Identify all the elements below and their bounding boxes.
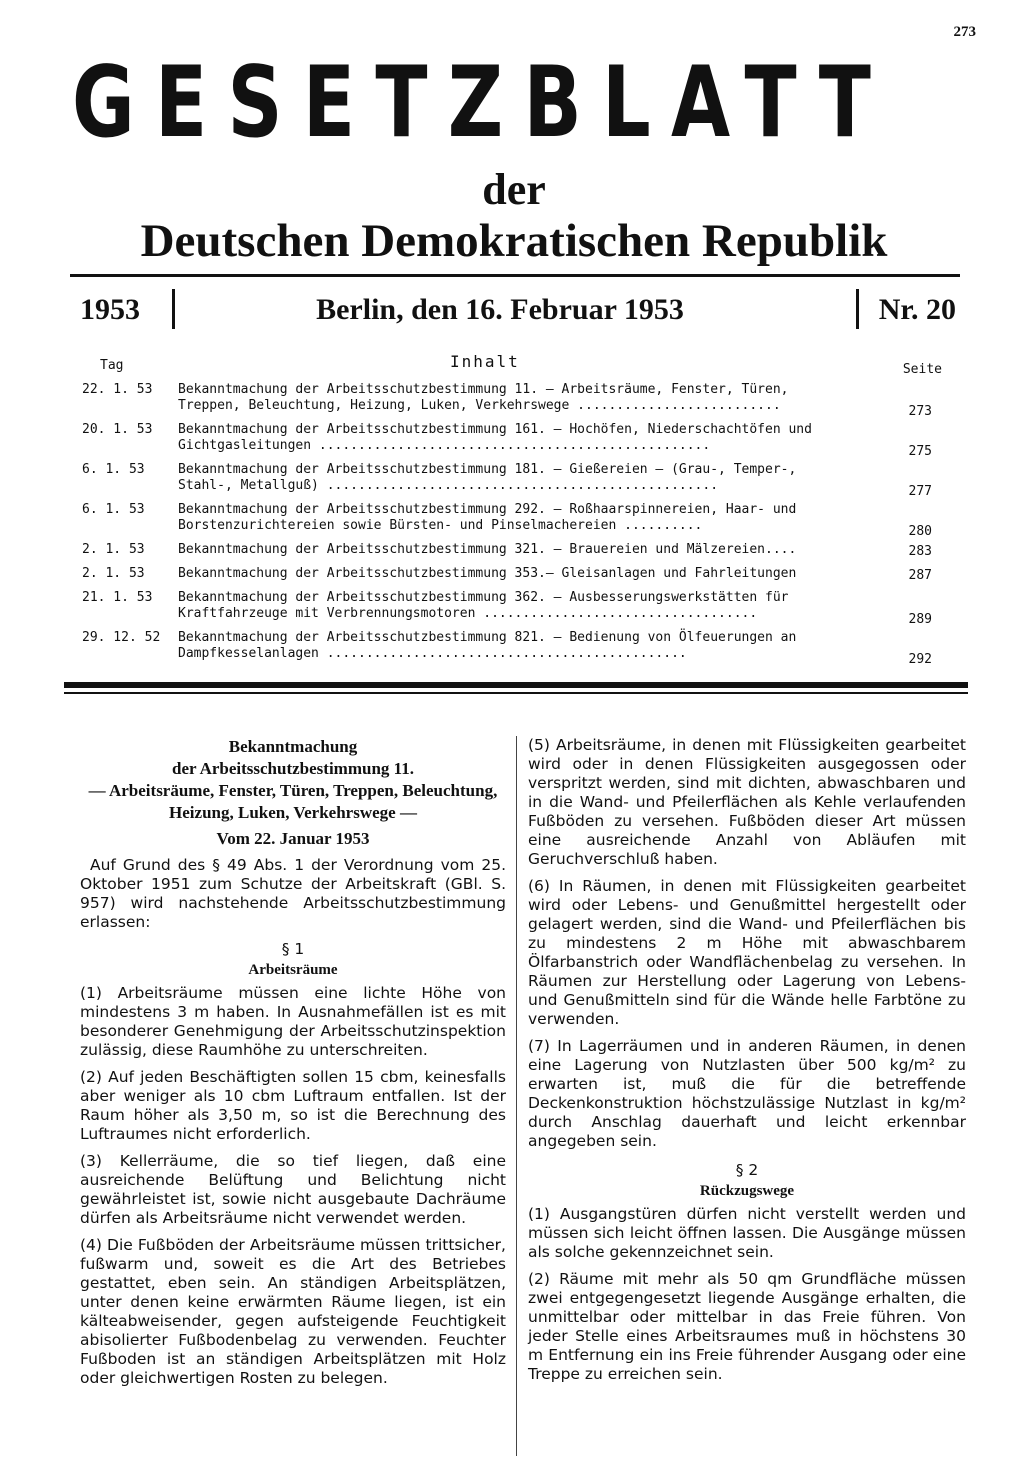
section-heading: Arbeitsräume xyxy=(248,962,338,978)
paragraph: (4) Die Fußböden der Arbeitsräume müssen trittsicher, fußwarm und, soweit es die Art des Betriebes gestattet, eben sein. An ständigen Arbeitsplätzen, unter denen keine erwärmten Räume liegen, ist ein kälteabweisender, gegen aufsteigende Feuchtigkeit abisolierter Fußbodenbelag zu verwenden. Feuchter Fußboden ist an ständigen Arbeitsplätzen mit Holz oder gleichwertigen Rosten zu belegen. xyxy=(80,1236,506,1387)
toc-date: 29. 12. 52 xyxy=(82,630,161,645)
toc-header xyxy=(70,352,950,382)
toc-date: 21. 1. 53 xyxy=(82,590,153,605)
toc-date: 6. 1. 53 xyxy=(82,502,145,517)
masthead-republic: Deutschen Demokratischen Republik xyxy=(140,215,888,267)
toc-page: 275 xyxy=(908,444,932,459)
toc-row xyxy=(70,382,950,422)
toc-row xyxy=(70,566,950,590)
toc-date: 22. 1. 53 xyxy=(82,382,153,397)
issue-divider xyxy=(856,289,859,329)
toc-date: 2. 1. 53 xyxy=(82,542,145,557)
toc-page: 287 xyxy=(908,568,932,583)
section-number: § 2 xyxy=(735,1161,759,1179)
toc-page: 277 xyxy=(908,484,932,499)
issue-date: Berlin, den 16. Februar 1953 xyxy=(316,293,684,326)
toc-page: 292 xyxy=(908,652,932,667)
paragraph: (7) In Lagerräumen und in anderen Räumen, in denen eine Lagerung von Nutzlasten über 500 kg/m² zu erwarten ist, muß die für die betreffende Deckenkonstruktion höchstzulässige Nutzlast in kg/m² durch Anschlag dauerhaft und leicht erkennbar angegeben sein. xyxy=(528,1037,966,1150)
column-divider xyxy=(516,736,517,1456)
toc-row xyxy=(70,422,950,462)
article-title: Bekanntmachung xyxy=(228,737,358,756)
toc-date: 6. 1. 53 xyxy=(82,462,145,477)
divider-rule-thin xyxy=(64,692,968,694)
toc-title: Bekanntmachung der Arbeitsschutzbestimmung 11. — Arbeitsräume, Fenster, Türen, Treppen, Beleuchtung, Heizung, Luken, Verkehrswege .......................... xyxy=(178,382,789,413)
toc-column-tag: Tag xyxy=(100,358,124,373)
divider-rule-thick xyxy=(64,682,968,688)
paragraph: (3) Kellerräume, die so tief liegen, daß eine ausreichende Belüftung und Belichtung nicht gewährleistet ist, sowie nicht ausgebaute Dachräume dürfen als Arbeitsräume nicht verwendet werden. xyxy=(80,1152,506,1227)
article-subtitle: — Arbeitsräume, Fenster, Türen, Treppen, Beleuchtung, Heizung, Luken, Verkehrswege — xyxy=(88,781,498,822)
toc-title: Bekanntmachung der Arbeitsschutzbestimmung 292. — Roßhaarspinnereien, Haar- und Borstenzurichtereien sowie Bürsten- und Pinselmachereien .......... xyxy=(178,502,797,533)
paragraph: (1) Ausgangstüren dürfen nicht verstellt werden und müssen sich leicht öffnen lassen. Die Ausgänge müssen als solche gekennzeichnet sein. xyxy=(528,1205,966,1261)
toc-title: Bekanntmachung der Arbeitsschutzbestimmung 362. — Ausbesserungswerkstätten für Kraftfahrzeuge mit Verbrennungsmotoren ................................... xyxy=(178,590,789,621)
masthead xyxy=(64,48,964,268)
toc-row xyxy=(70,502,950,542)
toc-date: 2. 1. 53 xyxy=(82,566,145,581)
toc-column-seite: Seite xyxy=(902,362,942,377)
toc-title: Bekanntmachung der Arbeitsschutzbestimmung 181. — Gießereien — (Grau-, Temper-, Stahl-, Metallguß) .................................................. xyxy=(178,462,797,493)
toc-page: 273 xyxy=(908,404,932,419)
toc-row xyxy=(70,462,950,502)
section-heading: Rückzugswege xyxy=(699,1183,795,1199)
paragraph: (2) Räume mit mehr als 50 qm Grundfläche müssen zwei entgegengesetzt liegende Ausgänge erhalten, die unmittelbar oder mittelbar in das Freie führen. Von jeder Stelle eines Arbeitsraumes muß in höchstens 30 m Entfernung ein ins Freie führender Ausgang oder eine Treppe zu erreichen sein. xyxy=(528,1270,966,1383)
masthead-title: GESETZBLATT xyxy=(72,46,892,160)
paragraph: (6) In Räumen, in denen mit Flüssigkeiten gearbeitet wird oder Lebens- und Genußmittel hergestellt oder gelagert werden, sind die Wand- und Pfeilerflächen bis zu mindestens 2 m Höhe mit abwaschbarem Ölfarbanstrich oder Wandflächenbelag zu versehen. In Räumen zur Herstellung oder Lagerung von Lebens- und Genußmitteln sind für die Wände helle Farbtöne zu verwenden. xyxy=(528,877,966,1028)
toc-title: Bekanntmachung der Arbeitsschutzbestimmung 821. — Bedienung von Ölfeuerungen an Dampfkesselanlagen .............................................. xyxy=(178,630,797,661)
issue-year: 1953 xyxy=(80,293,140,326)
toc-page: 283 xyxy=(908,544,932,559)
toc-row xyxy=(70,630,950,670)
article-column-right xyxy=(528,736,966,1392)
toc-page: 280 xyxy=(908,524,932,539)
article-column-left xyxy=(80,736,506,1396)
issue-divider xyxy=(172,289,175,329)
issue-number: Nr. 20 xyxy=(878,293,956,326)
paragraph: (2) Auf jeden Beschäftigten sollen 15 cbm, keinesfalls aber weniger als 10 cbm Luftraum entfallen. Ist der Raum höher als 3,50 m, so ist die Berechnung des Luftraumes nicht erforderlich. xyxy=(80,1068,506,1143)
toc-row xyxy=(70,590,950,630)
article-preamble: Auf Grund des § 49 Abs. 1 der Verordnung vom 25. Oktober 1951 zum Schutze der Arbeitskraft (GBl. S. 957) wird nachstehende Arbeitsschutzbestimmung erlassen: xyxy=(80,856,506,931)
paragraph: (1) Arbeitsräume müssen eine lichte Höhe von mindestens 3 m haben. In Ausnahmefällen ist es mit besonderer Genehmigung der Arbeitsschutzinspektion zulässig, diese Raumhöhe zu unterschreiten. xyxy=(80,984,506,1059)
page-number: 273 xyxy=(953,24,976,40)
paragraph: (5) Arbeitsräume, in denen mit Flüssigkeiten gearbeitet wird oder in denen Flüssigkeiten ausgegossen oder verspritzt werden, sind mit dichten, abwaschbaren und in die Wand- und Pfeilerflächen als Kehle verlaufenden Fußböden zu versehen. Fußböden dieser Art müssen eine ausreichende Anzahl von Abläufen mit Geruchverschluß haben. xyxy=(528,736,966,868)
toc-column-inhalt: Inhalt xyxy=(450,352,520,371)
issue-bar xyxy=(70,274,960,333)
article-title-line-2: der Arbeitsschutzbestimmung 11. xyxy=(172,759,414,778)
masthead-der: der xyxy=(482,165,546,214)
toc-date: 20. 1. 53 xyxy=(82,422,153,437)
article-date: Vom 22. Januar 1953 xyxy=(216,829,370,848)
toc-title: Bekanntmachung der Arbeitsschutzbestimmung 353.— Gleisanlagen und Fahrleitungen xyxy=(178,566,797,581)
table-of-contents xyxy=(70,352,950,670)
toc-page: 289 xyxy=(908,612,932,627)
section-number: § 1 xyxy=(281,940,305,958)
toc-row xyxy=(70,542,950,566)
toc-title: Bekanntmachung der Arbeitsschutzbestimmung 161. — Hochöfen, Niederschachtöfen und Gichtgasleitungen .................................................. xyxy=(178,422,812,453)
toc-title: Bekanntmachung der Arbeitsschutzbestimmung 321. — Brauereien und Mälzereien.... xyxy=(178,542,797,557)
